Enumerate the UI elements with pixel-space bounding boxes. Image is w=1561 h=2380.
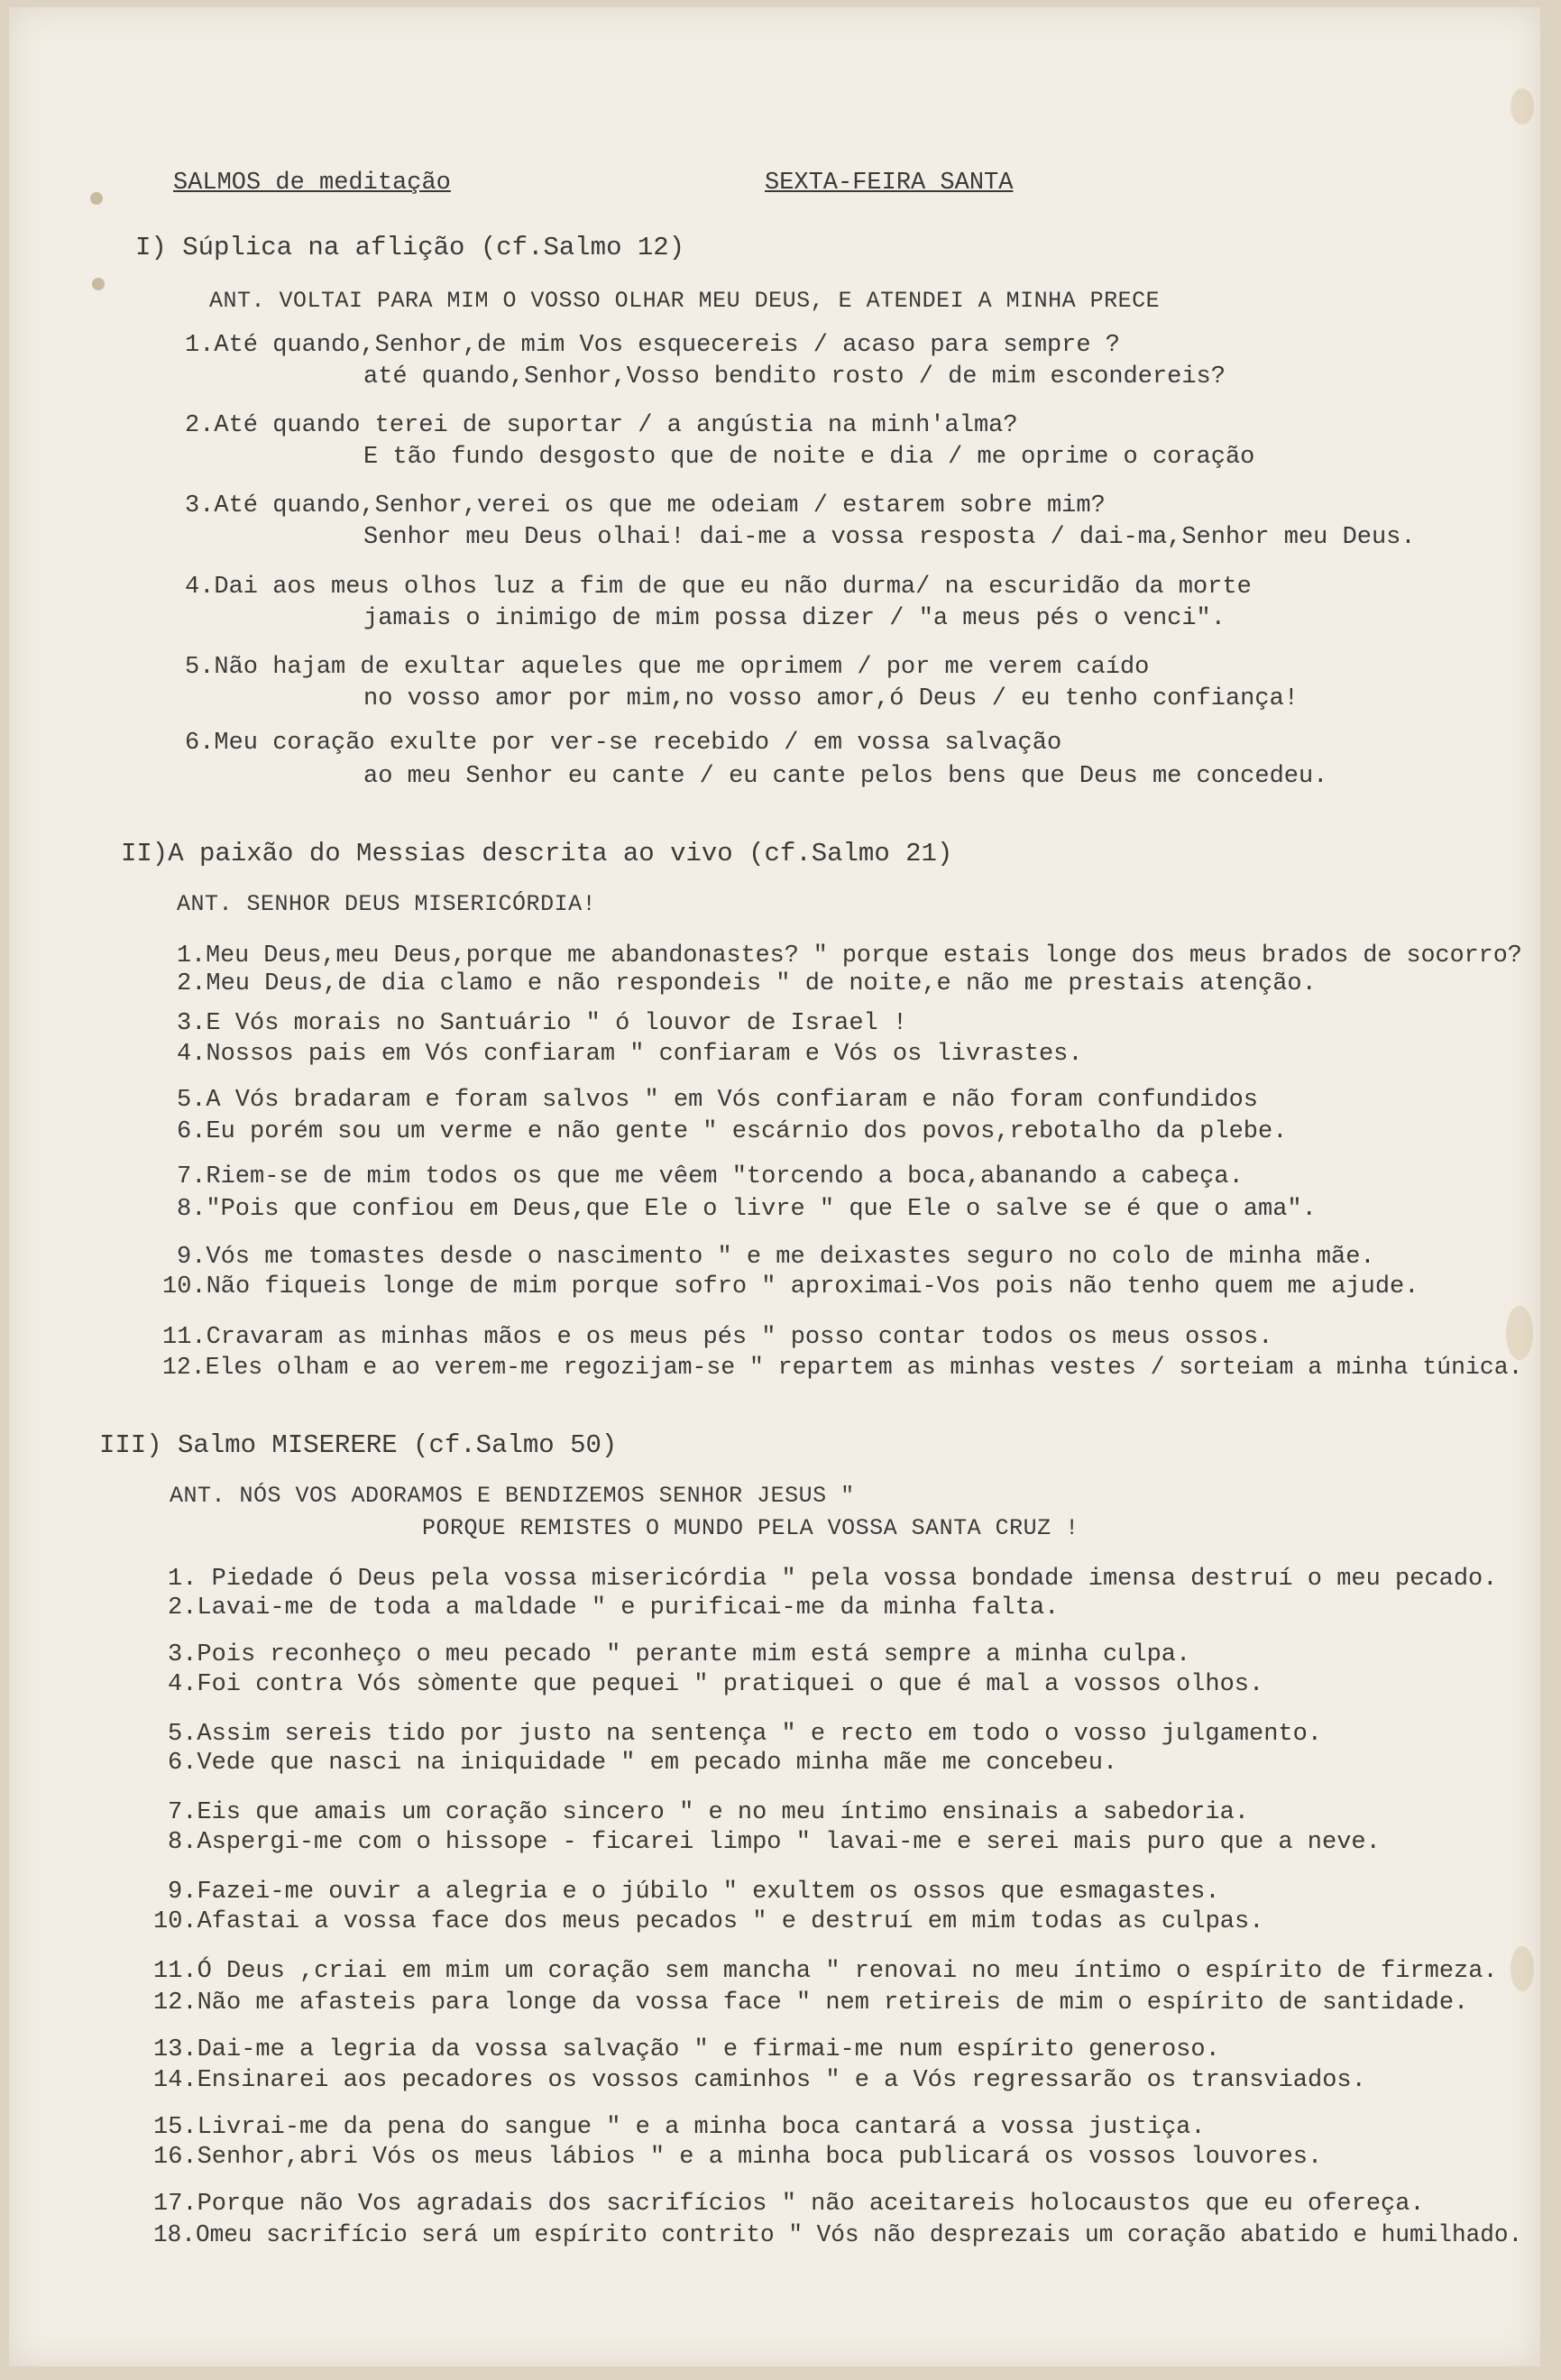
psalm-verse: 7.Riem-se de mim todos os que me vêem "torcendo a boca,abanando a cabeça. xyxy=(177,1163,1244,1190)
psalm-verse: 9.Fazei-me ouvir a alegria e o júbilo " exultem os ossos que esmagastes. xyxy=(168,1879,1220,1906)
psalm-verse-continuation: até quando,Senhor,Vosso bendito rosto / de mim escondereis? xyxy=(363,363,1226,391)
psalm-verse: 17.Porque não Vos agradais dos sacrifícios " não aceitareis holocaustos que eu ofereça. xyxy=(153,2191,1425,2218)
psalm-verse: 7.Eis que amais um coração sincero " e no meu íntimo ensinais a sabedoria. xyxy=(168,1799,1249,1826)
psalm-verse: 2.Meu Deus,de dia clamo e não respondeis " de noite,e não me prestais atenção. xyxy=(177,970,1317,997)
paper-stain xyxy=(1510,88,1534,124)
paper-sheet xyxy=(9,7,1540,2366)
psalm-verse: 15.Livrai-me da pena do sangue " e a minha boca cantará a vossa justiça. xyxy=(153,2114,1206,2141)
psalm-verse-continuation: E tão fundo desgosto que de noite e dia / me oprime o coração xyxy=(363,444,1255,471)
section-title: II)A paixão do Messias descrita ao vivo (cf.Salmo 21) xyxy=(121,839,953,868)
psalm-verse-continuation: no vosso amor por mim,no vosso amor,ó Deus / eu tenho confiança! xyxy=(363,685,1299,712)
psalm-verse: 3.Até quando,Senhor,verei os que me odeiam / estarem sobre mim? xyxy=(185,492,1106,519)
antiphon-continuation: PORQUE REMISTES O MUNDO PELA VOSSA SANTA CRUZ ! xyxy=(422,1515,1079,1541)
section-title: III) Salmo MISERERE (cf.Salmo 50) xyxy=(99,1430,618,1460)
psalm-verse: 2.Até quando terei de suportar / a angústia na minh'alma? xyxy=(185,412,1018,439)
paper-stain xyxy=(1506,1306,1533,1360)
psalm-verse: 2.Lavai-me de toda a maldade " e purificai-me da minha falta. xyxy=(168,1594,1060,1622)
psalm-verse: 1. Piedade ó Deus pela vossa misericórdia " pela vossa bondade imensa destruí o meu pecado. xyxy=(168,1566,1498,1593)
psalm-verse: 6.Eu porém sou um verme e não gente " escárnio dos povos,rebotalho da plebe. xyxy=(177,1118,1288,1145)
psalm-verse: 18.Omeu sacrifício será um espírito contrito " Vós não desprezais um coração abatido e humilhado. xyxy=(153,2222,1523,2249)
psalm-verse: 9.Vós me tomastes desde o nascimento " e me deixastes seguro no colo de minha mãe. xyxy=(177,1244,1375,1271)
psalm-verse: 11.Ó Deus ,criai em mim um coração sem mancha " renovai no meu íntimo o espírito de firmeza. xyxy=(153,1958,1498,1985)
psalm-verse: 16.Senhor,abri Vós os meus lábios " e a minha boca publicará os vossos louvores. xyxy=(153,2144,1323,2171)
header-left-title: SALMOS de meditação xyxy=(173,170,451,197)
psalm-verse: 4.Dai aos meus olhos luz a fim de que eu não durma/ na escuridão da morte xyxy=(185,574,1252,601)
psalm-verse-continuation: ao meu Senhor eu cante / eu cante pelos bens que Deus me concedeu. xyxy=(363,763,1328,790)
header-right-title: SEXTA-FEIRA SANTA xyxy=(765,170,1014,197)
psalm-verse: 12.Eles olham e ao verem-me regozijam-se " repartem as minhas vestes / sorteiam a minha túnica. xyxy=(162,1355,1523,1382)
psalm-verse: 1.Meu Deus,meu Deus,porque me abandonastes? " porque estais longe dos meus brados de socorro? xyxy=(177,942,1522,969)
psalm-verse-continuation: Senhor meu Deus olhai! dai-me a vossa resposta / dai-ma,Senhor meu Deus. xyxy=(363,524,1416,551)
psalm-verse: 3.E Vós morais no Santuário " ó louvor de Israel ! xyxy=(177,1010,908,1037)
psalm-verse: 12.Não me afasteis para longe da vossa face " nem retireis de mim o espírito de santidade. xyxy=(153,1989,1469,2017)
antiphon: ANT. NÓS VOS ADORAMOS E BENDIZEMOS SENHOR JESUS " xyxy=(170,1483,855,1509)
psalm-verse: 10.Não fiqueis longe de mim porque sofro " aproximai-Vos pois não tenho quem me ajude. xyxy=(162,1273,1419,1300)
psalm-verse: 14.Ensinarei aos pecadores os vossos caminhos " e a Vós regressarão os transviados. xyxy=(153,2067,1366,2094)
psalm-verse: 8.Aspergi-me com o hissope - ficarei limpo " lavai-me e serei mais puro que a neve. xyxy=(168,1829,1381,1856)
psalm-verse: 13.Dai-me a legria da vossa salvação " e firmai-me num espírito generoso. xyxy=(153,2036,1220,2063)
staple-hole xyxy=(90,192,103,205)
psalm-verse: 1.Até quando,Senhor,de mim Vos esquecereis / acaso para sempre ? xyxy=(185,332,1120,359)
psalm-verse: 5.Assim sereis tido por justo na sentença " e recto em todo o vosso julgamento. xyxy=(168,1721,1323,1748)
psalm-verse: 4.Foi contra Vós sòmente que pequei " pratiquei o que é mal a vossos olhos. xyxy=(168,1671,1264,1698)
psalm-verse: 5.A Vós bradaram e foram salvos " em Vós confiaram e não foram confundidos xyxy=(177,1087,1258,1114)
psalm-verse: 10.Afastai a vossa face dos meus pecados " e destruí em mim todas as culpas. xyxy=(153,1908,1264,1935)
paper-stain xyxy=(1510,1946,1534,1991)
antiphon: ANT. SENHOR DEUS MISERICÓRDIA! xyxy=(177,891,597,917)
section-title: I) Súplica na aflição (cf.Salmo 12) xyxy=(135,233,685,262)
psalm-verse: 6.Vede que nasci na iniquidade " em pecado minha mãe me concebeu. xyxy=(168,1750,1118,1777)
psalm-verse: 8."Pois que confiou em Deus,que Ele o livre " que Ele o salve se é que o ama". xyxy=(177,1196,1317,1223)
antiphon: ANT. VOLTAI PARA MIM O VOSSO OLHAR MEU DEUS, E ATENDEI A MINHA PRECE xyxy=(209,288,1161,314)
psalm-verse: 6.Meu coração exulte por ver-se recebido / em vossa salvação xyxy=(185,730,1062,757)
psalm-verse: 5.Não hajam de exultar aqueles que me oprimem / por me verem caído xyxy=(185,654,1150,681)
psalm-verse: 11.Cravaram as minhas mãos e os meus pés " posso contar todos os meus ossos. xyxy=(162,1324,1273,1351)
staple-hole xyxy=(92,278,105,290)
psalm-verse-continuation: jamais o inimigo de mim possa dizer / "a meus pés o venci". xyxy=(363,605,1226,632)
psalm-verse: 4.Nossos pais em Vós confiaram " confiaram e Vós os livrastes. xyxy=(177,1041,1083,1068)
psalm-verse: 3.Pois reconheço o meu pecado " perante mim está sempre a minha culpa. xyxy=(168,1641,1191,1668)
